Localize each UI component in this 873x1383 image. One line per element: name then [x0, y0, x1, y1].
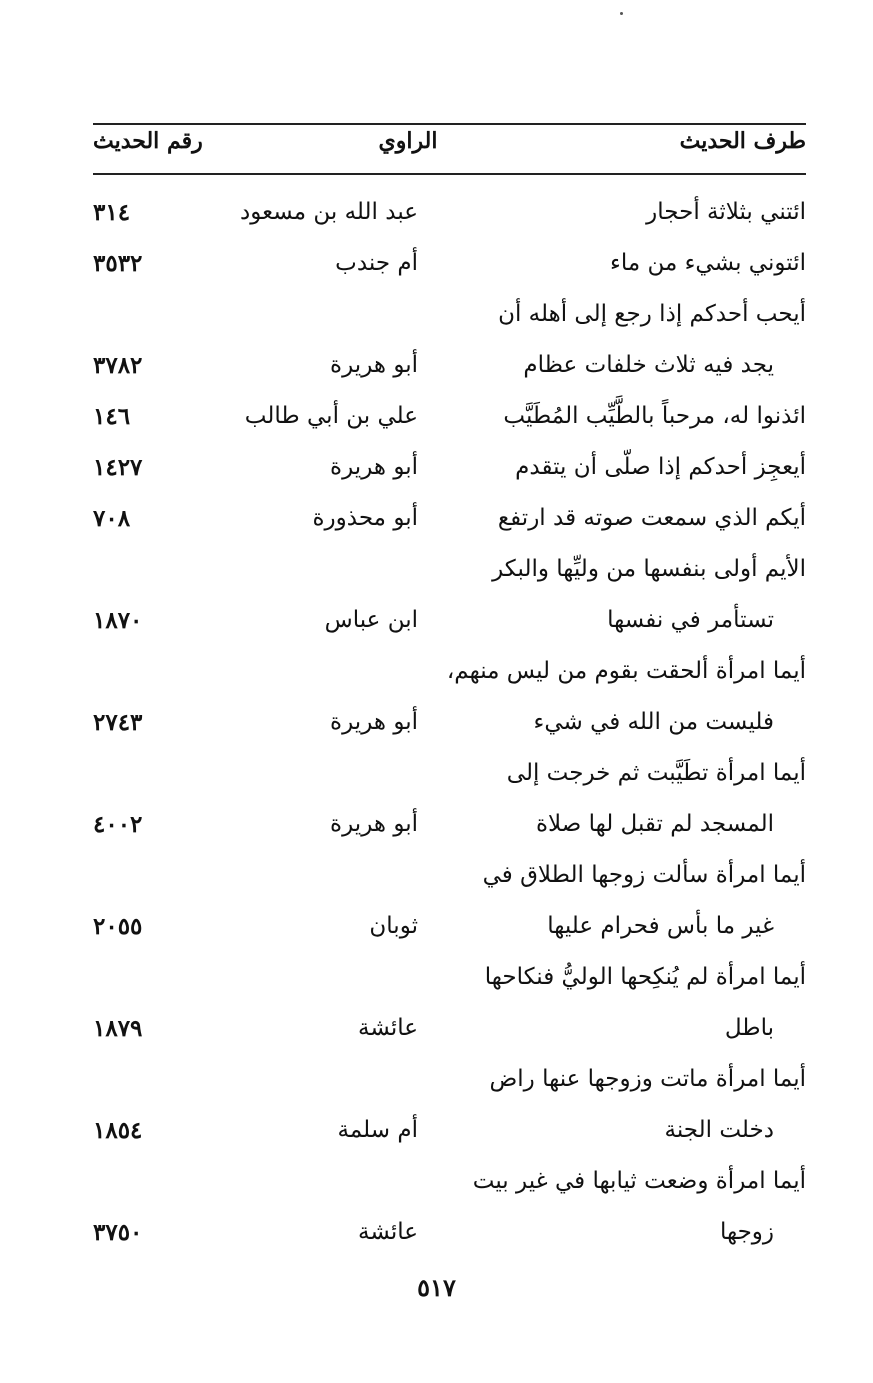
table-row [93, 1156, 806, 1207]
hadith-text: أيما امرأة وضعت ثيابها في غير بيت [472, 1168, 806, 1194]
hadith-text: تستأمر في نفسها [607, 607, 774, 633]
table-row [93, 850, 806, 901]
narrator: أبو هريرة [330, 709, 418, 735]
hadith-text: أيما امرأة ألحقت بقوم من ليس منهم، [446, 658, 806, 684]
table-row [93, 442, 806, 493]
table-row [93, 1003, 806, 1054]
narrator: أبو هريرة [330, 352, 418, 378]
hadith-index-table [93, 187, 806, 1258]
hadith-text: غير ما بأس فحرام عليها [547, 913, 774, 939]
table-row [93, 901, 806, 952]
hadith-number: ١٤٦ [93, 403, 131, 430]
hadith-text: ائذنوا له، مرحباً بالطَّيِّب المُطَيَّب [503, 403, 806, 429]
table-row [93, 238, 806, 289]
hadith-text: أيما امرأة لم يُنكِحها الوليُّ فنكاحها [484, 964, 806, 990]
table-header [93, 128, 806, 168]
hadith-text: يجد فيه ثلاث خلفات عظام [523, 352, 774, 378]
hadith-text: أيما امرأة سألت زوجها الطلاق في [482, 862, 806, 888]
narrator: عائشة [358, 1015, 418, 1041]
hadith-number: ٤٠٠٢ [93, 811, 143, 838]
hadith-text: ائتوني بشيء من ماء [610, 250, 806, 276]
table-row [93, 799, 806, 850]
hadith-text: الأيم أولى بنفسها من وليِّها والبكر [492, 556, 806, 582]
narrator: أبو محذورة [312, 505, 418, 531]
narrator: أبو هريرة [330, 454, 418, 480]
narrator: ثوبان [369, 913, 418, 939]
table-row [93, 1207, 806, 1258]
top-rule [93, 123, 806, 125]
table-row [93, 289, 806, 340]
table-row [93, 697, 806, 748]
narrator: ابن عباس [324, 607, 418, 633]
narrator: علي بن أبي طالب [244, 403, 418, 429]
table-row [93, 1105, 806, 1156]
narrator: عبد الله بن مسعود [240, 199, 418, 225]
hadith-text: ائتني بثلاثة أحجار [646, 199, 806, 225]
hadith-text: دخلت الجنة [664, 1117, 774, 1143]
hadith-number: ١٤٢٧ [93, 454, 143, 481]
table-row [93, 595, 806, 646]
table-row [93, 1054, 806, 1105]
hadith-number: ٧٠٨ [93, 505, 131, 532]
hadith-number: ٢٧٤٣ [93, 709, 143, 736]
header-rule [93, 173, 806, 175]
hadith-text: أيعجِز أحدكم إذا صلّى أن يتقدم [515, 454, 806, 480]
hadith-number: ٢٠٥٥ [93, 913, 143, 940]
narrator: أم جندب [335, 250, 418, 276]
table-row [93, 187, 806, 238]
table-row [93, 748, 806, 799]
hadith-number: ١٨٧٩ [93, 1015, 143, 1042]
hadith-text: فليست من الله في شيء [533, 709, 774, 735]
table-row [93, 340, 806, 391]
hadith-text: أيحب أحدكم إذا رجع إلى أهله أن [498, 301, 806, 327]
hadith-number: ١٨٥٤ [93, 1117, 143, 1144]
table-row [93, 544, 806, 595]
hadith-number: ٣٥٣٢ [93, 250, 143, 277]
hadith-number: ٣١٤ [93, 199, 131, 226]
table-row [93, 493, 806, 544]
hadith-text: زوجها [719, 1219, 774, 1245]
narrator: أم سلمة [337, 1117, 418, 1143]
narrator: أبو هريرة [330, 811, 418, 837]
hadith-number: ١٨٧٠ [93, 607, 143, 634]
scan-speck [620, 12, 623, 15]
hadith-text: أيما امرأة تطَيَّبت ثم خرجت إلى [506, 760, 806, 786]
hadith-number: ٣٧٨٢ [93, 352, 143, 379]
hadith-text: أيكم الذي سمعت صوته قد ارتفع [497, 505, 806, 531]
hadith-text: المسجد لم تقبل لها صلاة [535, 811, 774, 837]
table-row [93, 952, 806, 1003]
header-hadith-text: طرف الحديث [679, 128, 806, 154]
hadith-text: باطل [724, 1015, 774, 1041]
hadith-text: أيما امرأة ماتت وزوجها عنها راض [489, 1066, 806, 1092]
header-narrator: الراوي [378, 128, 438, 154]
table-row [93, 391, 806, 442]
header-hadith-number: رقم الحديث [93, 128, 203, 154]
table-row [93, 646, 806, 697]
narrator: عائشة [358, 1219, 418, 1245]
hadith-number: ٣٧٥٠ [93, 1219, 143, 1246]
page-number: ٥١٧ [417, 1273, 456, 1302]
